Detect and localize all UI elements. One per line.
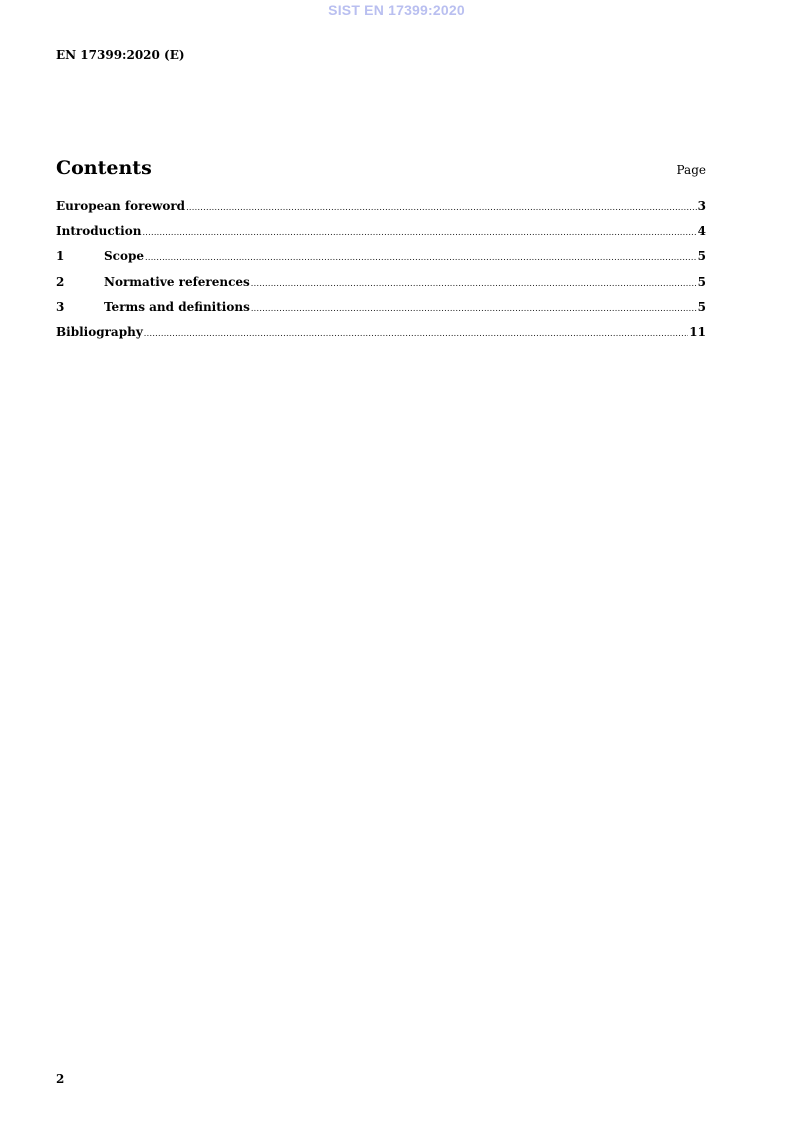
toc-entry-label: Bibliography: [56, 324, 143, 339]
document-identifier: EN 17399:2020 (E): [56, 48, 185, 62]
toc-entry-page: 5: [697, 274, 706, 289]
toc-entry-number: 2: [56, 274, 65, 289]
toc-dot-leader: [145, 253, 697, 262]
toc-dot-leader: [251, 304, 697, 313]
toc-entry-page: 3: [697, 199, 706, 213]
toc-entry-scope[interactable]: [56, 249, 706, 274]
toc-entry-label: Scope: [104, 249, 145, 264]
toc-entry-label: Normative references: [104, 274, 250, 289]
toc-entry-introduction[interactable]: [56, 224, 706, 249]
toc-heading: [56, 157, 706, 185]
table-of-contents: [56, 199, 706, 350]
toc-title: Contents: [56, 157, 152, 179]
toc-entry-label: Terms and definitions: [104, 299, 250, 314]
toc-page-column-label: Page: [676, 163, 706, 177]
toc-entry-european-foreword[interactable]: [56, 199, 706, 224]
toc-entry-number: 1: [56, 249, 65, 264]
toc-entry-terms-and-definitions[interactable]: [56, 300, 706, 325]
toc-dot-leader: [251, 279, 697, 288]
toc-dot-leader: [144, 329, 689, 338]
toc-entry-label: Introduction: [56, 224, 142, 239]
toc-dot-leader: [186, 203, 697, 212]
toc-entry-page: 5: [697, 299, 706, 314]
watermark-text: SIST EN 17399:2020: [328, 2, 465, 18]
page-number: 2: [56, 1072, 65, 1086]
toc-entry-page: 5: [697, 249, 706, 264]
toc-entry-page: 4: [697, 224, 706, 239]
toc-entry-normative-references[interactable]: [56, 275, 706, 300]
toc-dot-leader: [142, 228, 696, 237]
toc-entry-number: 3: [56, 299, 65, 314]
toc-entry-label: European foreword: [56, 199, 186, 213]
toc-entry-page: 11: [689, 324, 706, 339]
toc-entry-bibliography[interactable]: [56, 325, 706, 350]
